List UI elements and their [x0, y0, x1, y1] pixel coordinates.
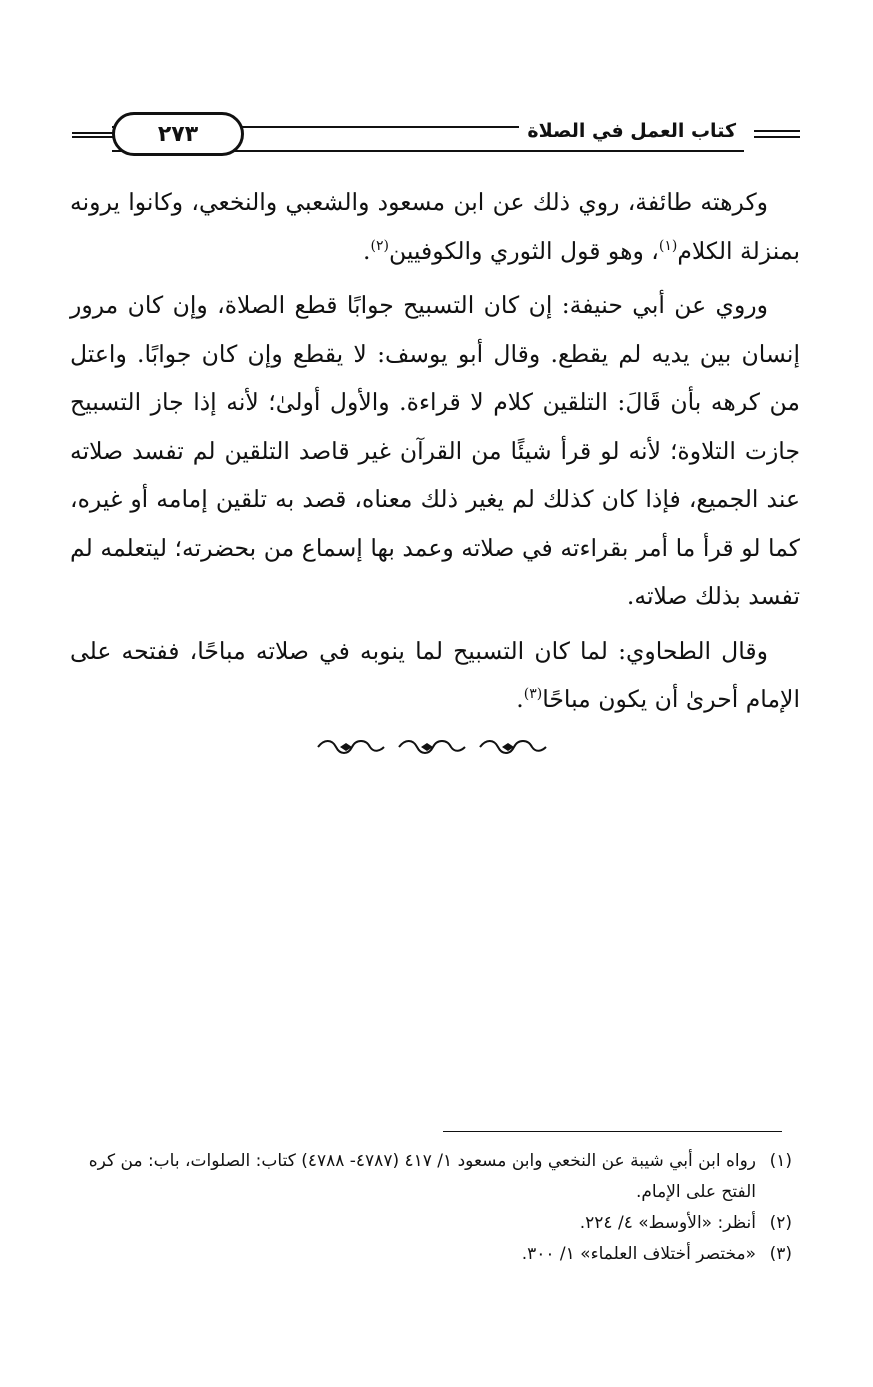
main-text	[70, 178, 800, 730]
paragraph-3-text: وقال الطحاوي: لما كان التسبيح لما ينوبه في صلاته مباحًا، ففتحه على الإمام أحرىٰ أن يكون مباحًا	[70, 636, 800, 713]
badge-tail	[72, 132, 116, 138]
ornament-flourish-icon	[397, 737, 467, 757]
page-header	[72, 108, 800, 160]
footnote-ref-1: (١)	[658, 237, 678, 254]
footnote-number: (٣)	[769, 1244, 792, 1264]
footnote-text: أنظر: «الأوسط» ٤/ ٢٢٤.	[579, 1213, 756, 1233]
footnote-number: (٢)	[769, 1213, 792, 1233]
footnote-separator	[443, 1131, 782, 1132]
running-title: كتاب العمل في الصلاة	[519, 120, 744, 142]
footnote-2	[60, 1208, 792, 1239]
footnote-1	[60, 1146, 792, 1208]
page-number: ٢٧٣	[112, 112, 244, 156]
paragraph-1-text: وكرهته طائفة، روي ذلك عن ابن مسعود والشعبي والنخعي، وكانوا يرونه بمنزلة الكلام	[70, 188, 800, 265]
footnote-ref-3: (٣)	[523, 686, 543, 702]
ornament-flourish-icon	[478, 737, 548, 757]
paragraph-3-text-2: .	[516, 685, 524, 713]
paragraph-2-text: وروي عن أبي حنيفة: إن كان التسبيح جوابًا قطع الصلاة، وإن كان مرور إنسان بين يديه لم يقطع. وقال أبو يوسف: لا يقطع وإن كان جوابًا. واعتل من كرهه بأن قَالَ: التلقين كلام لا قراءة. والأول أولىٰ؛ لأنه إذا جاز التسبيح جازت التلاوة؛ لأنه لو قرأ شيئًا من القرآن غير قاصد التلقين لم تفسد صلاته عند الجميع، فإذا كان كذلك لم يغير ذلك معناه، قصد به تلقين إمامه أو غيره، كما لو قرأ ما أمر بقراءته في صلاته وعمد بها إسماع من بحضرته؛ ليتعلمه لم تفسد بذلك صلاته.	[70, 291, 800, 610]
paragraph-3	[70, 627, 800, 724]
paragraph-2	[70, 281, 800, 621]
footnote-text: «مختصر أختلاف العلماء» ١/ ٣٠٠.	[521, 1244, 756, 1264]
footnote-number: (١)	[769, 1151, 792, 1171]
footnote-3	[60, 1239, 792, 1270]
paragraph-1-text-3: .	[363, 236, 371, 265]
section-ornament	[316, 736, 548, 758]
title-dash	[754, 130, 800, 138]
paragraph-1	[70, 178, 800, 275]
footnote-ref-2: (٢)	[370, 237, 389, 254]
footnotes	[60, 1146, 792, 1270]
paragraph-1-text-2: ، وهو قول الثوري والكوفيين	[388, 236, 659, 265]
ornament-flourish-icon	[316, 737, 386, 757]
footnote-text: رواه ابن أبي شيبة عن النخعي وابن مسعود ١/ ٤١٧ (٤٧٨٧- ٤٧٨٨) كتاب: الصلوات، باب: من كره الفتح على الإمام.	[88, 1151, 756, 1202]
